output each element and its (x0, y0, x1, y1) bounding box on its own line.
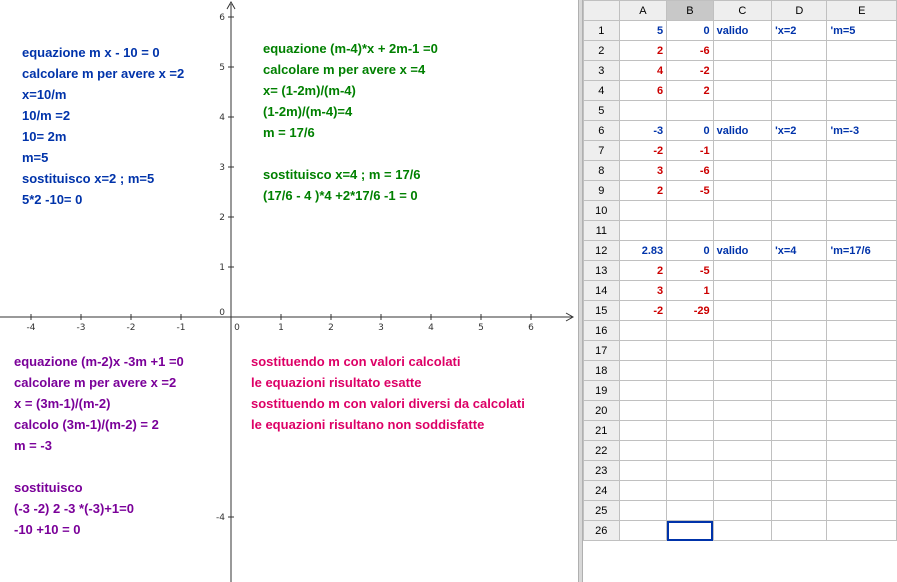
cell-e12[interactable]: 'm=17/6 (827, 241, 897, 261)
spreadsheet-view[interactable] (583, 0, 897, 582)
column-header-b[interactable]: B (667, 1, 713, 21)
cell-e22[interactable] (827, 441, 897, 461)
spreadsheet-grid (583, 0, 897, 541)
table-row (584, 221, 897, 241)
cell-c11[interactable] (713, 221, 772, 241)
x-tick-label: -2 (126, 323, 136, 333)
cell-b16[interactable] (667, 321, 713, 341)
cell-b15[interactable]: -29 (667, 301, 713, 321)
text-line: sostituendo m con valori calcolati (251, 354, 461, 369)
row-header[interactable]: 16 (584, 321, 620, 341)
cell-d12[interactable]: 'x=4 (772, 241, 827, 261)
cell-c1[interactable]: valido (713, 21, 772, 41)
text-line: sostituisco x=2 ; m=5 (22, 171, 155, 186)
table-row (584, 201, 897, 221)
cell-a5[interactable] (619, 101, 667, 121)
cell-d4[interactable] (772, 81, 827, 101)
cell-d3[interactable] (772, 61, 827, 81)
column-header-d[interactable]: D (772, 1, 827, 21)
table-row (584, 61, 897, 81)
cell-a16[interactable] (619, 321, 667, 341)
text-line: 5*2 -10= 0 (22, 192, 83, 207)
text-line: le equazioni risultano non soddisfatte (251, 417, 485, 432)
cell-c21[interactable] (713, 421, 772, 441)
cell-d17[interactable] (772, 341, 827, 361)
cell-b20[interactable] (667, 401, 713, 421)
text-line: (-3 -2) 2 -3 *(-3)+1=0 (14, 501, 134, 516)
x-tick-label: 2 (328, 323, 334, 333)
cell-d22[interactable] (772, 441, 827, 461)
cell-d25[interactable] (772, 501, 827, 521)
table-row (584, 141, 897, 161)
column-header-a[interactable]: A (619, 1, 667, 21)
cell-a24[interactable] (619, 481, 667, 501)
column-header-c[interactable]: C (713, 1, 772, 21)
text-line: equazione m x - 10 = 0 (22, 45, 160, 60)
cell-e21[interactable] (827, 421, 897, 441)
table-row (584, 161, 897, 181)
cell-c25[interactable] (713, 501, 772, 521)
cell-a22[interactable] (619, 441, 667, 461)
text-line: sostituendo m con valori diversi da calcolati (251, 396, 525, 411)
cell-c4[interactable] (713, 81, 772, 101)
cell-a13[interactable]: 2 (619, 261, 667, 281)
cell-e17[interactable] (827, 341, 897, 361)
y-tick-label: 6 (219, 13, 225, 23)
cell-b2[interactable]: -6 (667, 41, 713, 61)
row-header[interactable]: 26 (584, 521, 620, 541)
table-row (584, 81, 897, 101)
cell-b12[interactable]: 0 (667, 241, 713, 261)
table-row (584, 261, 897, 281)
row-header[interactable]: 2 (584, 41, 620, 61)
text-line: m = 17/6 (263, 125, 315, 140)
x-tick-label: 3 (378, 323, 384, 333)
text-line: -10 +10 = 0 (14, 522, 81, 537)
text-line: x= (1-2m)/(m-4) (263, 83, 356, 98)
cell-a15[interactable]: -2 (619, 301, 667, 321)
row-header[interactable]: 24 (584, 481, 620, 501)
cell-a12[interactable]: 2.83 (619, 241, 667, 261)
cell-e3[interactable] (827, 61, 897, 81)
cell-c19[interactable] (713, 381, 772, 401)
cell-d7[interactable] (772, 141, 827, 161)
x-tick-label: -4 (26, 323, 36, 333)
cell-c9[interactable] (713, 181, 772, 201)
table-row (584, 441, 897, 461)
text-line: calcolare m per avere x =2 (22, 66, 185, 81)
row-header[interactable]: 6 (584, 121, 620, 141)
text-block-pink[interactable] (251, 351, 525, 435)
cell-b25[interactable] (667, 501, 713, 521)
cell-a2[interactable]: 2 (619, 41, 667, 61)
cell-b14[interactable]: 1 (667, 281, 713, 301)
y-tick-label: 1 (219, 263, 225, 273)
row-header[interactable]: 22 (584, 441, 620, 461)
cell-b21[interactable] (667, 421, 713, 441)
row-header[interactable]: 8 (584, 161, 620, 181)
table-row (584, 281, 897, 301)
text-line: equazione (m-4)*x + 2m-1 =0 (263, 41, 438, 56)
cell-a6[interactable]: -3 (619, 121, 667, 141)
cell-b23[interactable] (667, 461, 713, 481)
y-tick-label: 3 (219, 163, 225, 173)
text-block-purple[interactable] (14, 351, 184, 540)
table-row (584, 341, 897, 361)
table-row (584, 461, 897, 481)
x-tick-label: 0 (234, 323, 240, 333)
row-header[interactable]: 18 (584, 361, 620, 381)
table-row (584, 421, 897, 441)
table-row (584, 241, 897, 261)
cell-e20[interactable] (827, 401, 897, 421)
cell-d21[interactable] (772, 421, 827, 441)
column-header-row (584, 1, 897, 21)
cell-c24[interactable] (713, 481, 772, 501)
y-tick-label: 2 (219, 213, 225, 223)
cell-c23[interactable] (713, 461, 772, 481)
x-tick-label: 4 (428, 323, 434, 333)
cell-a14[interactable]: 3 (619, 281, 667, 301)
cell-c18[interactable] (713, 361, 772, 381)
cell-d6[interactable]: 'x=2 (772, 121, 827, 141)
text-line: m=5 (22, 150, 49, 165)
cell-d10[interactable] (772, 201, 827, 221)
row-header[interactable]: 11 (584, 221, 620, 241)
cell-e4[interactable] (827, 81, 897, 101)
row-header[interactable]: 15 (584, 301, 620, 321)
cell-a11[interactable] (619, 221, 667, 241)
x-tick-label: -1 (176, 323, 186, 333)
corner-cell[interactable] (584, 1, 620, 21)
table-row (584, 181, 897, 201)
cell-c10[interactable] (713, 201, 772, 221)
cell-b17[interactable] (667, 341, 713, 361)
table-row (584, 301, 897, 321)
cell-d24[interactable] (772, 481, 827, 501)
cell-e9[interactable] (827, 181, 897, 201)
text-line: 10= 2m (22, 129, 67, 144)
cell-e13[interactable] (827, 261, 897, 281)
cell-b1[interactable]: 0 (667, 21, 713, 41)
cell-e26[interactable] (827, 521, 897, 541)
cell-d16[interactable] (772, 321, 827, 341)
cell-c2[interactable] (713, 41, 772, 61)
cell-a17[interactable] (619, 341, 667, 361)
cell-e19[interactable] (827, 381, 897, 401)
cell-c22[interactable] (713, 441, 772, 461)
cell-a7[interactable]: -2 (619, 141, 667, 161)
cell-d1[interactable]: 'x=2 (772, 21, 827, 41)
cell-c16[interactable] (713, 321, 772, 341)
table-row (584, 121, 897, 141)
row-header[interactable]: 5 (584, 101, 620, 121)
table-row (584, 101, 897, 121)
cell-a23[interactable] (619, 461, 667, 481)
cell-c8[interactable] (713, 161, 772, 181)
cell-a25[interactable] (619, 501, 667, 521)
cell-d2[interactable] (772, 41, 827, 61)
cell-e18[interactable] (827, 361, 897, 381)
x-tick-label: -3 (76, 323, 86, 333)
cell-e1[interactable]: 'm=5 (827, 21, 897, 41)
table-row (584, 501, 897, 521)
cell-c20[interactable] (713, 401, 772, 421)
cell-b22[interactable] (667, 441, 713, 461)
cell-c26[interactable] (713, 521, 772, 541)
text-line: (17/6 - 4 )*4 +2*17/6 -1 = 0 (263, 188, 418, 203)
column-header-e[interactable]: E (827, 1, 897, 21)
cell-b26[interactable] (667, 521, 713, 541)
row-header[interactable]: 20 (584, 401, 620, 421)
text-line: sostituisco (14, 480, 83, 495)
x-tick-label: 1 (278, 323, 284, 333)
cell-c3[interactable] (713, 61, 772, 81)
text-line: calcolare m per avere x =4 (263, 62, 426, 77)
cell-d18[interactable] (772, 361, 827, 381)
cell-c12[interactable]: valido (713, 241, 772, 261)
cell-c17[interactable] (713, 341, 772, 361)
text-line: m = -3 (14, 438, 52, 453)
cell-b3[interactable]: -2 (667, 61, 713, 81)
cell-b9[interactable]: -5 (667, 181, 713, 201)
y-tick-label: -4 (216, 513, 225, 523)
cell-d11[interactable] (772, 221, 827, 241)
cell-b13[interactable]: -5 (667, 261, 713, 281)
cell-d15[interactable] (772, 301, 827, 321)
cell-e5[interactable] (827, 101, 897, 121)
row-header[interactable]: 14 (584, 281, 620, 301)
text-line: calcolare m per avere x =2 (14, 375, 177, 390)
cell-a26[interactable] (619, 521, 667, 541)
cell-e15[interactable] (827, 301, 897, 321)
table-row (584, 21, 897, 41)
cell-a1[interactable]: 5 (619, 21, 667, 41)
cell-c15[interactable] (713, 301, 772, 321)
cell-d8[interactable] (772, 161, 827, 181)
table-row (584, 381, 897, 401)
cell-a10[interactable] (619, 201, 667, 221)
table-row (584, 361, 897, 381)
cell-a21[interactable] (619, 421, 667, 441)
table-row (584, 41, 897, 61)
cell-b5[interactable] (667, 101, 713, 121)
cell-d5[interactable] (772, 101, 827, 121)
row-header[interactable]: 9 (584, 181, 620, 201)
cell-a20[interactable] (619, 401, 667, 421)
cell-b18[interactable] (667, 361, 713, 381)
cell-b4[interactable]: 2 (667, 81, 713, 101)
cell-d14[interactable] (772, 281, 827, 301)
cell-c6[interactable]: valido (713, 121, 772, 141)
row-header[interactable]: 17 (584, 341, 620, 361)
cell-e6[interactable]: 'm=-3 (827, 121, 897, 141)
cell-e14[interactable] (827, 281, 897, 301)
cell-c13[interactable] (713, 261, 772, 281)
table-row (584, 481, 897, 501)
cell-e11[interactable] (827, 221, 897, 241)
cell-b24[interactable] (667, 481, 713, 501)
x-tick-label: 6 (528, 323, 534, 333)
text-line: x=10/m (22, 87, 67, 102)
cell-a3[interactable]: 4 (619, 61, 667, 81)
cell-c7[interactable] (713, 141, 772, 161)
cell-d26[interactable] (772, 521, 827, 541)
cell-b10[interactable] (667, 201, 713, 221)
cell-e2[interactable] (827, 41, 897, 61)
cell-e8[interactable] (827, 161, 897, 181)
table-row (584, 321, 897, 341)
cell-e23[interactable] (827, 461, 897, 481)
text-line: x = (3m-1)/(m-2) (14, 396, 111, 411)
cell-d23[interactable] (772, 461, 827, 481)
cell-d20[interactable] (772, 401, 827, 421)
row-header[interactable]: 13 (584, 261, 620, 281)
y-tick-label: 4 (219, 113, 225, 123)
cell-e25[interactable] (827, 501, 897, 521)
cell-c5[interactable] (713, 101, 772, 121)
cell-a9[interactable]: 2 (619, 181, 667, 201)
text-line: (1-2m)/(m-4)=4 (263, 104, 353, 119)
text-line (14, 456, 184, 477)
cell-e16[interactable] (827, 321, 897, 341)
x-tick-label: 5 (478, 323, 484, 333)
y-tick-label: 0 (219, 308, 225, 318)
cell-d19[interactable] (772, 381, 827, 401)
row-header[interactable]: 10 (584, 201, 620, 221)
row-header[interactable]: 1 (584, 21, 620, 41)
row-header[interactable]: 7 (584, 141, 620, 161)
cell-a4[interactable]: 6 (619, 81, 667, 101)
row-header[interactable]: 4 (584, 81, 620, 101)
text-line: calcolo (3m-1)/(m-2) = 2 (14, 417, 159, 432)
cell-b6[interactable]: 0 (667, 121, 713, 141)
row-header[interactable]: 21 (584, 421, 620, 441)
text-block-green[interactable] (263, 38, 438, 206)
text-line: 10/m =2 (22, 108, 71, 123)
text-line: le equazioni risultato esatte (251, 375, 422, 390)
cell-e10[interactable] (827, 201, 897, 221)
table-row (584, 521, 897, 541)
cell-e7[interactable] (827, 141, 897, 161)
row-header[interactable]: 25 (584, 501, 620, 521)
cell-c14[interactable] (713, 281, 772, 301)
cell-b8[interactable]: -6 (667, 161, 713, 181)
row-header[interactable]: 3 (584, 61, 620, 81)
cell-e24[interactable] (827, 481, 897, 501)
row-header[interactable]: 19 (584, 381, 620, 401)
row-header[interactable]: 12 (584, 241, 620, 261)
text-block-blue[interactable] (22, 42, 184, 210)
table-row (584, 401, 897, 421)
cell-a19[interactable] (619, 381, 667, 401)
cell-a18[interactable] (619, 361, 667, 381)
text-line: equazione (m-2)x -3m +1 =0 (14, 354, 184, 369)
cell-d9[interactable] (772, 181, 827, 201)
text-line (263, 143, 438, 164)
text-line: sostituisco x=4 ; m = 17/6 (263, 167, 421, 182)
cell-b19[interactable] (667, 381, 713, 401)
cell-b7[interactable]: -1 (667, 141, 713, 161)
cell-a8[interactable]: 3 (619, 161, 667, 181)
cell-d13[interactable] (772, 261, 827, 281)
cell-b11[interactable] (667, 221, 713, 241)
row-header[interactable]: 23 (584, 461, 620, 481)
y-tick-label: 5 (219, 63, 225, 73)
